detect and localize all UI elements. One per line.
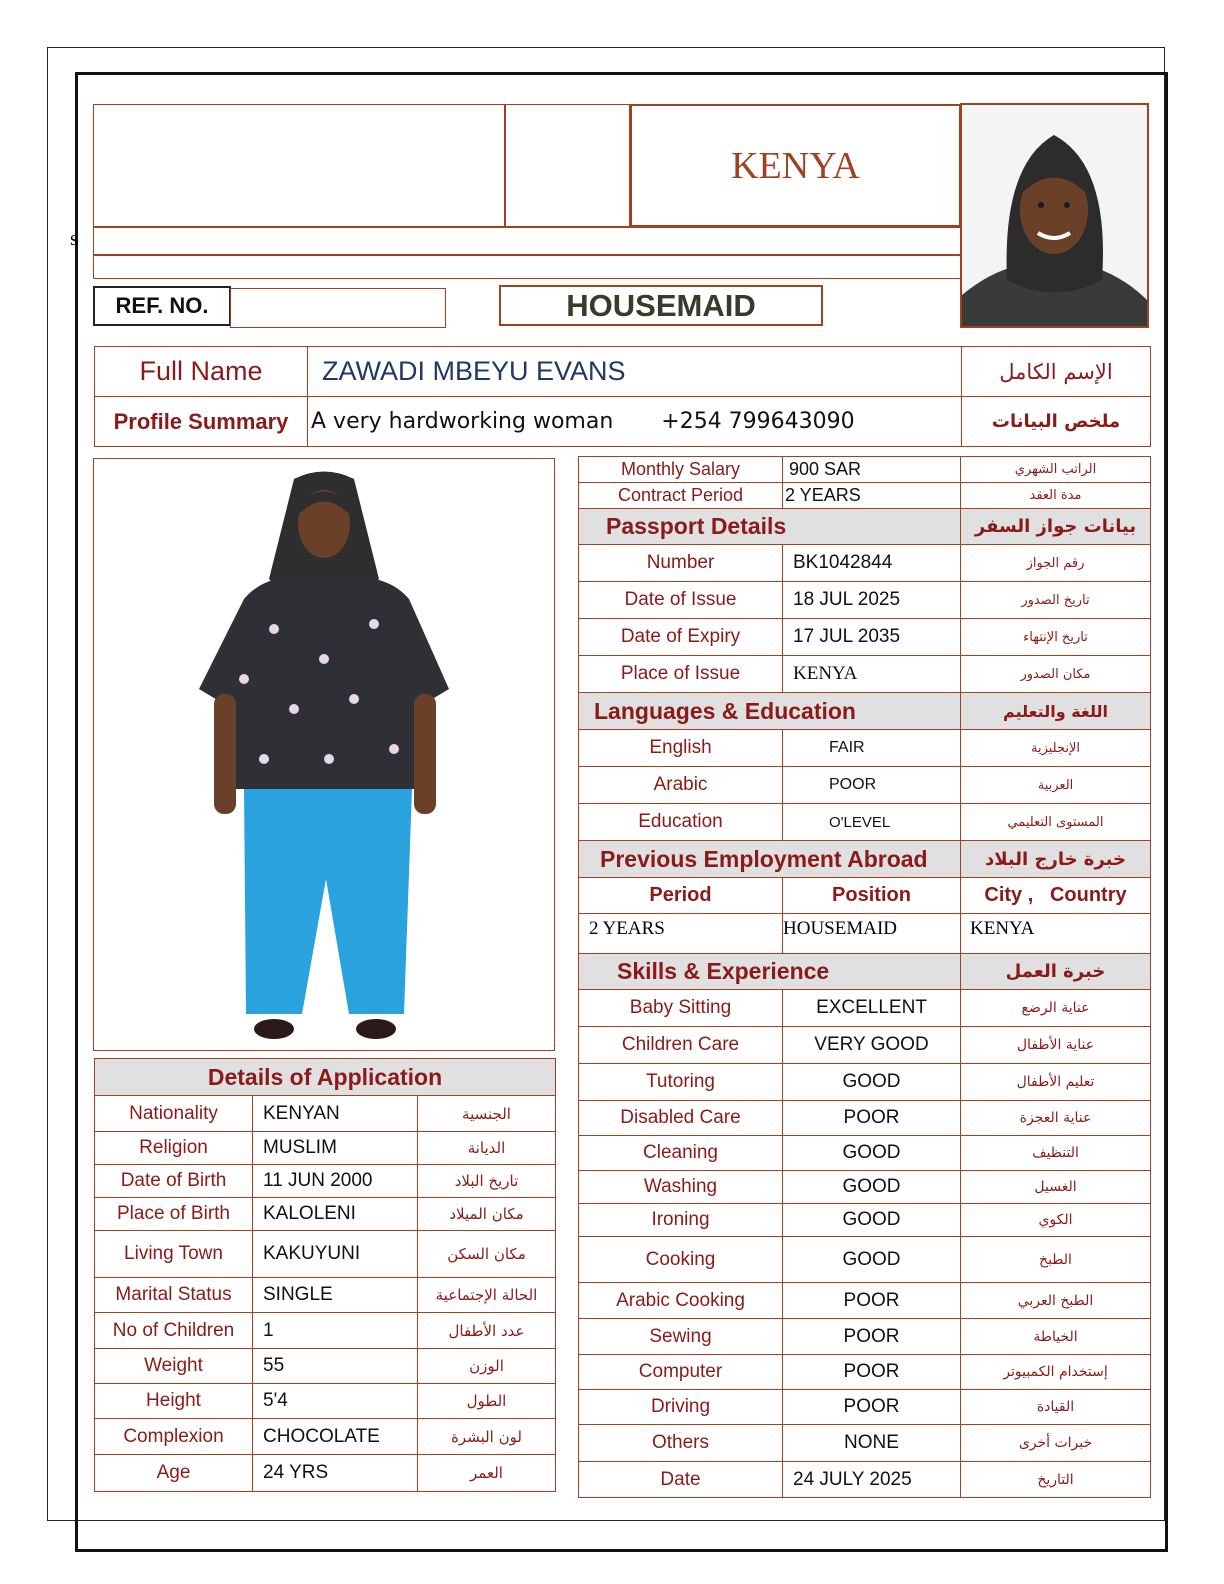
skill-value: EXCELLENT (783, 990, 961, 1027)
profile-summary-label: Profile Summary (95, 397, 308, 447)
skill-value: NONE (783, 1425, 961, 1462)
profile-summary-value (308, 397, 962, 447)
app-label: Nationality (95, 1096, 253, 1132)
passport-label: Place of Issue (579, 656, 783, 693)
app-ar: الطول (418, 1384, 556, 1419)
skill-label: Cleaning (579, 1136, 783, 1171)
employment-period: 2 YEARS (579, 914, 783, 954)
skill-label: Cooking (579, 1237, 783, 1283)
app-ar: العمر (418, 1455, 556, 1492)
portrait-photo (960, 103, 1149, 328)
skill-value: GOOD (783, 1064, 961, 1101)
app-value: SINGLE (253, 1278, 418, 1313)
date-label: Date (579, 1462, 783, 1498)
full-name-value: ZAWADI MBEYU EVANS (308, 347, 962, 397)
employment-country: KENYA (961, 914, 1151, 954)
skill-label: Washing (579, 1171, 783, 1204)
skill-ar: خبرات أخرى (961, 1425, 1151, 1462)
language-ar: الإنجليزية (961, 730, 1151, 767)
contract-label: Contract Period (579, 483, 783, 509)
full-body-photo (93, 458, 555, 1051)
employment-header-period: Period (579, 878, 783, 914)
skill-value: POOR (783, 1319, 961, 1355)
full-name-ar: الإسم الكامل (962, 347, 1151, 397)
app-value: KALOLENI (253, 1198, 418, 1231)
application-table (94, 1058, 556, 1492)
profile-summary-ar: ملخص البيانات (962, 397, 1151, 447)
skill-ar: التنظيف (961, 1136, 1151, 1171)
app-label: Height (95, 1384, 253, 1419)
app-value: 24 YRS (253, 1455, 418, 1492)
language-label: Education (579, 804, 783, 841)
language-value: FAIR (783, 730, 961, 767)
app-label: Place of Birth (95, 1198, 253, 1231)
ref-no-value (230, 288, 446, 328)
app-ar: الديانة (418, 1132, 556, 1165)
employment-header-position: Position (783, 878, 961, 914)
skill-value: GOOD (783, 1136, 961, 1171)
country-title: KENYA (630, 104, 961, 227)
employment-title-ar: خبرة خارج البلاد (961, 841, 1151, 878)
skill-ar: الكوي (961, 1204, 1151, 1237)
app-label: Living Town (95, 1231, 253, 1278)
language-value: O'LEVEL (783, 804, 961, 841)
skill-value: POOR (783, 1283, 961, 1319)
skill-value: POOR (783, 1101, 961, 1136)
passport-ar: تاريخ الإنتهاء (961, 619, 1151, 656)
app-ar: مكان الميلاد (418, 1198, 556, 1231)
employment-header-country: City , Country (961, 878, 1151, 914)
phone-number: +254 799643090 (661, 409, 855, 434)
app-label: Marital Status (95, 1278, 253, 1313)
language-ar: المستوى التعليمي (961, 804, 1151, 841)
skill-label: Children Care (579, 1027, 783, 1064)
app-ar: الحالة الإجتماعية (418, 1278, 556, 1313)
skill-value: GOOD (783, 1237, 961, 1283)
skill-ar: عناية العجزة (961, 1101, 1151, 1136)
app-ar: الجنسية (418, 1096, 556, 1132)
app-value: CHOCOLATE (253, 1419, 418, 1455)
application-title: Details of Application (95, 1059, 556, 1096)
app-value: 55 (253, 1349, 418, 1384)
header-strip-2 (93, 255, 961, 279)
skill-ar: عناية الرضع (961, 990, 1151, 1027)
skills-title-ar: خبرة العمل (961, 954, 1151, 990)
skill-label: Others (579, 1425, 783, 1462)
employment-position: HOUSEMAID (783, 914, 961, 954)
skill-ar: الطبخ العربي (961, 1283, 1151, 1319)
passport-title: Passport Details (579, 509, 961, 545)
contract-label: Monthly Salary (579, 457, 783, 483)
skill-label: Computer (579, 1355, 783, 1390)
app-value: KAKUYUNI (253, 1231, 418, 1278)
skills-title: Skills & Experience (579, 954, 961, 990)
skill-value: VERY GOOD (783, 1027, 961, 1064)
skill-value: GOOD (783, 1204, 961, 1237)
passport-ar: رقم الجواز (961, 545, 1151, 582)
app-value: 5'4 (253, 1384, 418, 1419)
profile-table (94, 346, 1151, 447)
skill-ar: الغسيل (961, 1171, 1151, 1204)
summary-text: A very hardworking woman (311, 409, 614, 434)
passport-value: 17 JUL 2035 (783, 619, 961, 656)
app-ar: مكان السكن (418, 1231, 556, 1278)
skill-ar: الخياطة (961, 1319, 1151, 1355)
languages-title: Languages & Education (579, 693, 961, 730)
app-label: Date of Birth (95, 1165, 253, 1198)
skill-ar: إستخدام الكمبيوتر (961, 1355, 1151, 1390)
app-value: 1 (253, 1313, 418, 1349)
app-label: Complexion (95, 1419, 253, 1455)
contract-value: 2 YEARS (783, 483, 961, 509)
details-table (578, 456, 1151, 1498)
app-label: Age (95, 1455, 253, 1492)
logo-box (93, 104, 505, 227)
language-value: POOR (783, 767, 961, 804)
app-ar: لون البشرة (418, 1419, 556, 1455)
app-ar: الوزن (418, 1349, 556, 1384)
passport-title-ar: بيانات جواز السفر (961, 509, 1151, 545)
skill-ar: القيادة (961, 1390, 1151, 1425)
skill-label: Arabic Cooking (579, 1283, 783, 1319)
skill-label: Ironing (579, 1204, 783, 1237)
employment-title: Previous Employment Abroad (579, 841, 961, 878)
language-label: Arabic (579, 767, 783, 804)
skill-label: Disabled Care (579, 1101, 783, 1136)
header-blank-box (505, 104, 630, 227)
stray-mark: s (70, 228, 78, 250)
full-name-label: Full Name (95, 347, 308, 397)
date-ar: التاريخ (961, 1462, 1151, 1498)
ref-no-label: REF. NO. (93, 286, 231, 326)
contract-ar: الراتب الشهري (961, 457, 1151, 483)
language-ar: العربية (961, 767, 1151, 804)
app-label: Religion (95, 1132, 253, 1165)
app-value: MUSLIM (253, 1132, 418, 1165)
skill-ar: الطبخ (961, 1237, 1151, 1283)
app-value: 11 JUN 2000 (253, 1165, 418, 1198)
app-ar: عدد الأطفال (418, 1313, 556, 1349)
skill-label: Baby Sitting (579, 990, 783, 1027)
skill-value: GOOD (783, 1171, 961, 1204)
skill-ar: تعليم الأطفال (961, 1064, 1151, 1101)
app-label: No of Children (95, 1313, 253, 1349)
header-strip-1 (93, 227, 961, 255)
passport-value: BK1042844 (783, 545, 961, 582)
skill-label: Sewing (579, 1319, 783, 1355)
app-value: KENYAN (253, 1096, 418, 1132)
passport-ar: تاريخ الصدور (961, 582, 1151, 619)
skill-ar: عناية الأطفال (961, 1027, 1151, 1064)
passport-ar: مكان الصدور (961, 656, 1151, 693)
skill-value: POOR (783, 1390, 961, 1425)
contract-value: 900 SAR (783, 457, 961, 483)
app-label: Weight (95, 1349, 253, 1384)
languages-title-ar: اللغة والتعليم (961, 693, 1151, 730)
app-ar: تاريخ البلاد (418, 1165, 556, 1198)
skill-label: Driving (579, 1390, 783, 1425)
skill-label: Tutoring (579, 1064, 783, 1101)
language-label: English (579, 730, 783, 767)
skill-value: POOR (783, 1355, 961, 1390)
passport-label: Number (579, 545, 783, 582)
passport-label: Date of Expiry (579, 619, 783, 656)
job-title: HOUSEMAID (499, 285, 823, 326)
date-value: 24 JULY 2025 (783, 1462, 961, 1498)
passport-value: 18 JUL 2025 (783, 582, 961, 619)
passport-value: KENYA (783, 656, 961, 693)
passport-label: Date of Issue (579, 582, 783, 619)
contract-ar: مدة العقد (961, 483, 1151, 509)
